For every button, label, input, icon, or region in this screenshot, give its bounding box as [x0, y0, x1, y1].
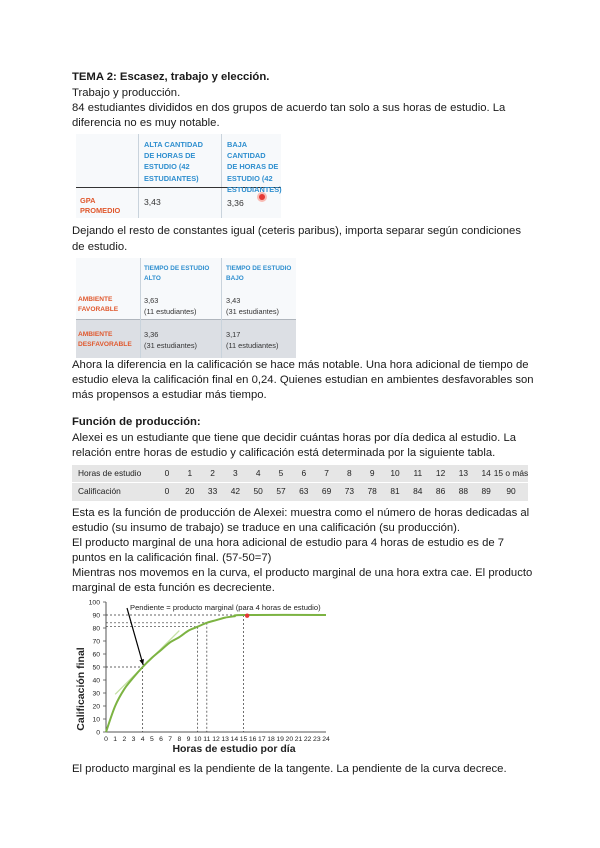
x-tick-label: 4	[140, 736, 145, 743]
cell-favorable-high: 3,63 (11 estudiantes)	[144, 296, 197, 316]
red-dot-marker	[259, 194, 265, 200]
gpa-table	[76, 134, 281, 218]
para4-line-1: Alexei es un estudiante que tiene que decidir cuántas horas por día dedica al estudio. La	[72, 432, 517, 444]
environment-table	[76, 258, 296, 358]
x-tick-label: 7	[168, 736, 173, 743]
x-tick-label: 18	[267, 736, 275, 743]
hours-cell: 8	[347, 468, 352, 478]
subtitle: Trabajo y producción.	[72, 87, 181, 99]
grade-cell: 73	[344, 486, 355, 496]
column-header-high-time: TIEMPO DE ESTUDIO ALTO	[144, 265, 210, 282]
section-title: Función de producción:	[72, 416, 201, 428]
y-tick-label: 0	[96, 729, 100, 737]
x-tick-label: 13	[221, 736, 229, 743]
para3-line-3: más propensos a estudiar más tiempo.	[72, 389, 267, 401]
x-tick-label: 20	[285, 736, 294, 743]
x-tick-label: 6	[159, 736, 163, 743]
x-tick-label: 10	[193, 736, 202, 743]
hours-cell: 15 o más	[493, 468, 529, 478]
para2-line-2: de estudio.	[72, 241, 128, 253]
para5-line-2: estudio (su insumo de trabajo) se traduce en una calificación (su producción).	[72, 522, 461, 534]
grade-cell: 86	[435, 486, 446, 496]
hours-cell: 10	[390, 468, 400, 478]
hours-cell: 7	[324, 468, 329, 478]
page-title: TEMA 2: Escasez, trabajo y elección.	[72, 71, 270, 83]
x-tick-label: 22	[303, 736, 312, 743]
x-tick-label: 3	[131, 736, 136, 743]
hours-cell: 5	[278, 468, 284, 478]
x-tick-label: 2	[122, 736, 127, 743]
value-high: 3,43	[144, 197, 161, 207]
divider	[76, 319, 296, 320]
production-curve	[106, 615, 326, 732]
grade-row-label: Calificación	[78, 486, 121, 496]
cell-unfavorable-low: 3,17 (11 estudiantes)	[226, 330, 279, 350]
grade-cell: 57	[276, 486, 286, 496]
grade-cell: 89	[481, 486, 491, 496]
divider	[138, 134, 139, 218]
x-tick-label: 11	[203, 736, 211, 743]
y-tick-label: 90	[92, 612, 100, 620]
para2-line-1: Dejando el resto de constantes igual (ceteris paribus), importa separar según condiciones	[72, 225, 521, 237]
divider	[221, 258, 222, 358]
hours-cell: 12	[435, 468, 446, 478]
arrow-head-icon	[139, 659, 143, 665]
y-axis-label: Calificación final	[75, 647, 87, 731]
hours-cell: 11	[413, 468, 423, 478]
para5-line-4: puntos en la calificación final. (57-50=7)	[72, 552, 272, 564]
production-function-chart	[72, 594, 342, 756]
x-tick-label: 1	[113, 736, 118, 743]
divider	[140, 258, 141, 358]
y-tick-label: 10	[92, 716, 100, 724]
x-tick-label: 5	[149, 736, 154, 743]
cell-favorable-low: 3,43 (31 estudiantes)	[226, 296, 279, 316]
x-tick-label: 19	[276, 736, 284, 743]
x-tick-label: 23	[313, 736, 321, 743]
y-tick-label: 100	[88, 599, 100, 607]
x-tick-label: 21	[294, 736, 303, 743]
hours-row-label: Horas de estudio	[78, 468, 142, 478]
x-axis-label: Horas de estudio por día	[172, 743, 296, 755]
para3-line-2: estudio eleva la calificación final en 0,24. Quienes estudian en ambientes desfavorables son	[72, 374, 534, 386]
y-tick-label: 60	[92, 651, 100, 659]
x-tick-label: 14	[230, 736, 239, 743]
y-tick-label: 40	[92, 677, 100, 685]
hours-cell: 1	[187, 468, 193, 478]
row-label-unfavorable: AMBIENTE DESFAVORABLE	[78, 331, 132, 349]
y-tick-label: 50	[92, 664, 100, 672]
column-header-low: BAJA CANTIDAD DE HORAS DE ESTUDIO (42 ESTUDIANTES)	[227, 140, 282, 194]
hours-cell: 14	[481, 468, 491, 478]
x-tick-label: 16	[248, 736, 257, 743]
final-note: El producto marginal es la pendiente de la tangente. La pendiente de la curva decrece.	[72, 763, 507, 775]
grade-cell: 33	[207, 486, 218, 496]
column-header-low-time: TIEMPO DE ESTUDIO BAJO	[226, 265, 292, 282]
intro-line-2: diferencia no es muy notable.	[72, 117, 220, 129]
y-tick-label: 80	[92, 625, 100, 633]
grade-cell: 63	[299, 486, 309, 496]
tangent-annotation: Pendiente = producto marginal (para 4 horas de estudio)	[130, 603, 321, 612]
value-low: 3,36	[227, 198, 244, 208]
hours-cell: 4	[255, 468, 261, 478]
grade-cell: 50	[253, 486, 263, 496]
para5-line-3: El producto marginal de una hora adicional de estudio para 4 horas de estudio es de 7	[72, 537, 505, 549]
para5-line-6: marginal de esta función es decreciente.	[72, 582, 275, 594]
column-header-high: ALTA CANTIDAD DE HORAS DE ESTUDIO (42 ESTUDIANTES)	[144, 140, 203, 183]
hours-cell: 13	[458, 468, 469, 478]
cell-unfavorable-high: 3,36 (31 estudiantes)	[144, 330, 197, 350]
grade-cell: 20	[185, 486, 195, 496]
grade-cell: 78	[367, 486, 377, 496]
grade-cell: 88	[458, 486, 469, 496]
x-tick-label: 17	[258, 736, 266, 743]
para5-line-5: Mientras nos movemos en la curva, el producto marginal de una hora extra cae. El producto	[72, 567, 533, 579]
grade-cell: 69	[321, 486, 332, 496]
grade-cell: 84	[413, 486, 423, 496]
y-tick-label: 30	[92, 690, 100, 698]
para4-line-2: relación entre horas de estudio y calificación está determinada por la siguiente tabla.	[72, 447, 496, 459]
grade-cell: 0	[164, 486, 170, 496]
annotation-arrow	[127, 608, 143, 665]
production-table	[72, 465, 528, 501]
x-tick-label: 9	[186, 736, 191, 743]
grade-cell: 42	[230, 486, 241, 496]
hours-cell: 2	[210, 468, 215, 478]
divider	[72, 482, 528, 483]
para5-line-1: Esta es la función de producción de Alexei: muestra como el número de horas dedicadas al	[72, 507, 530, 519]
divider	[221, 134, 222, 218]
grade-cell: 81	[390, 486, 400, 496]
hours-cell: 3	[233, 468, 238, 478]
intro-line-1: 84 estudiantes divididos en dos grupos de acuerdo tan solo a sus horas de estudio. La	[72, 102, 506, 114]
red-dot-marker	[245, 613, 249, 617]
row-label-gpa: GPA PROMEDIO	[80, 196, 121, 215]
x-tick-label: 12	[212, 736, 220, 743]
x-tick-label: 8	[177, 736, 182, 743]
grade-cell: 90	[506, 486, 516, 496]
para3-line-1: Ahora la diferencia en la calificación se hace más notable. Una hora adicional de tiempo de	[72, 359, 529, 371]
x-tick-label: 0	[104, 736, 108, 743]
y-tick-label: 20	[92, 703, 100, 711]
x-tick-label: 15	[239, 736, 248, 743]
y-tick-label: 70	[92, 638, 100, 646]
x-tick-label: 24	[322, 736, 330, 743]
hours-cell: 9	[369, 468, 375, 478]
hours-cell: 0	[164, 468, 170, 478]
row-label-favorable: AMBIENTE FAVORABLE	[78, 296, 119, 314]
hours-cell: 6	[301, 468, 307, 478]
